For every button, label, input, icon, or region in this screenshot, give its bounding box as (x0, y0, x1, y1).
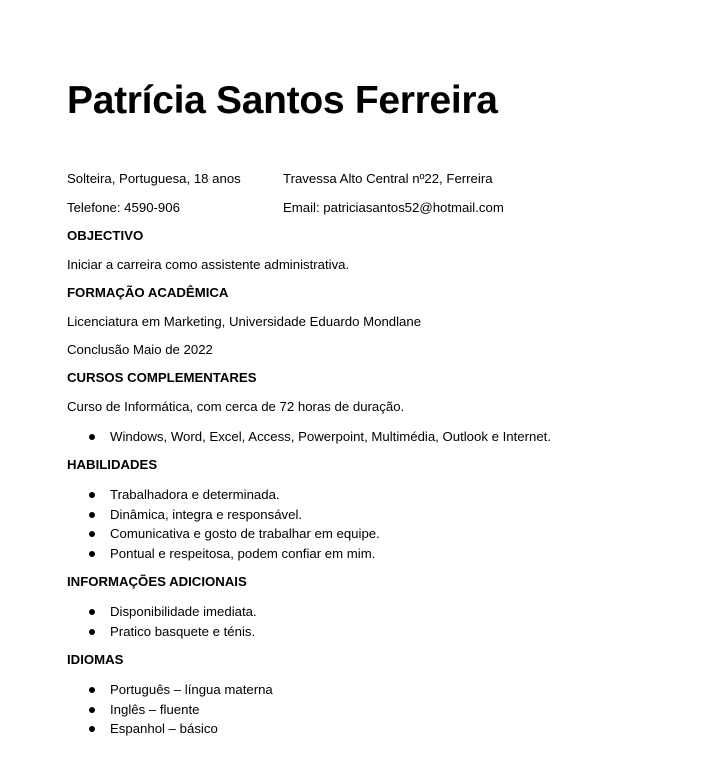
list-item-text: Pontual e respeitosa, podem confiar em mim. (110, 546, 376, 562)
candidate-name: Patrícia Santos Ferreira (67, 79, 498, 122)
personal-email: Email: patriciasantos52@hotmail.com (283, 200, 504, 215)
list-item-text: Comunicativa e gosto de trabalhar em equipe. (110, 526, 380, 542)
list-item-text: Dinâmica, integra e responsável. (110, 506, 303, 522)
bullet-icon (89, 726, 95, 732)
additional-heading: INFORMAÇÕES ADICIONAIS (67, 574, 247, 589)
list-item (67, 524, 380, 544)
list-item-text: Pratico basquete e ténis. (110, 623, 256, 639)
list-item (67, 719, 273, 739)
list-item (67, 602, 257, 622)
list-item (67, 700, 273, 720)
education-completion: Conclusão Maio de 2022 (67, 342, 213, 357)
list-item (67, 622, 257, 642)
languages-heading: IDIOMAS (67, 652, 124, 667)
bullet-icon (89, 609, 95, 615)
bullet-icon (89, 707, 95, 713)
courses-text: Curso de Informática, com cerca de 72 horas de duração. (67, 399, 405, 414)
list-item-text: Disponibilidade imediata. (110, 604, 257, 619)
personal-phone: Telefone: 4590-906 (67, 200, 180, 215)
bullet-icon (89, 531, 95, 537)
skills-heading: HABILIDADES (67, 457, 158, 472)
courses-heading: CURSOS COMPLEMENTARES (67, 370, 257, 385)
list-item (67, 427, 551, 447)
additional-list (67, 602, 257, 641)
bullet-icon (89, 551, 95, 557)
list-item-text: Espanhol – básico (110, 721, 218, 737)
list-item (67, 485, 380, 505)
languages-list (67, 680, 273, 739)
objective-text: Iniciar a carreira como assistente administrativa. (67, 257, 350, 272)
list-item-text: Windows, Word, Excel, Access, Powerpoint, Multimédia, Outlook e Internet. (110, 429, 551, 444)
list-item-text: Inglês – fluente (110, 701, 200, 717)
objective-heading: OBJECTIVO (67, 228, 144, 243)
courses-list (67, 427, 551, 447)
list-item-text: Português – língua materna (110, 682, 273, 697)
personal-address: Travessa Alto Central nº22, Ferreira (283, 171, 493, 186)
personal-status: Solteira, Portuguesa, 18 anos (67, 171, 241, 186)
bullet-icon (89, 687, 95, 693)
skills-list (67, 485, 380, 564)
education-degree: Licenciatura em Marketing, Universidade Eduardo Mondlane (67, 314, 422, 329)
bullet-icon (89, 434, 95, 440)
list-item (67, 680, 273, 700)
list-item-text: Trabalhadora e determinada. (110, 487, 280, 502)
education-heading: FORMAÇÃO ACADÊMICA (67, 285, 229, 300)
bullet-icon (89, 629, 95, 635)
list-item (67, 544, 380, 564)
bullet-icon (89, 492, 95, 498)
bullet-icon (89, 512, 95, 518)
list-item (67, 505, 380, 525)
